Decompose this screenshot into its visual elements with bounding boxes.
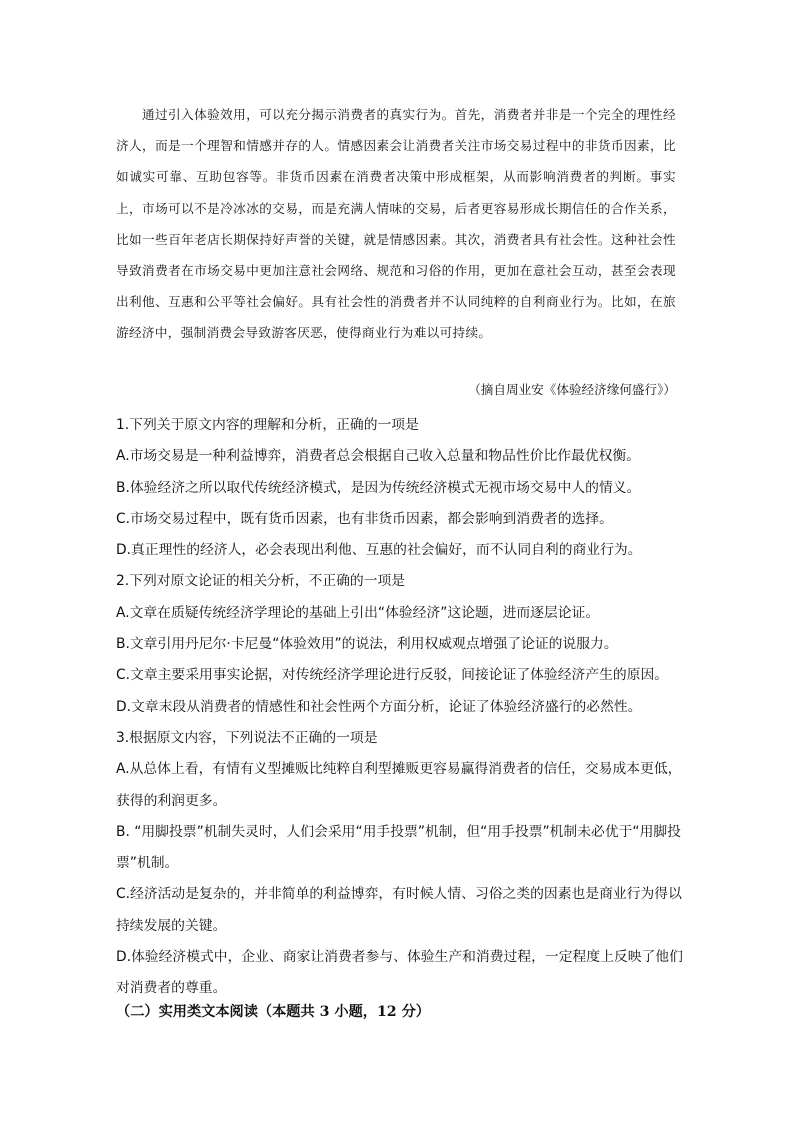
option-d: D.文章末段从消费者的情感性和社会性两个方面分析，论证了体验经济盛行的必然性。 (116, 698, 642, 715)
option-a: A.从总体上看，有情有义型摊贩比纯粹自利型摊贩更容易赢得消费者的信任，交易成本更低，获得的利润更多。 (116, 761, 682, 809)
option-a: A.文章在质疑传统经济学理论的基础上引出“体验经济”这论题，进而逐层论证。 (116, 604, 600, 621)
section-heading: （二）实用类文本阅读（本题共 3 小题，12 分） (116, 1004, 430, 1020)
option-c: C.经济活动是复杂的，并非简单的利益博弈，有时候人情、习俗之类的因素也是商业行为得以持续发展的关键。 (116, 886, 682, 934)
question-stem: 3.根据原文内容，下列说法不正确的一项是 (116, 729, 378, 746)
option-b: B.文章引用丹尼尔·卡尼曼“体验效用”的说法，利用权威观点增强了论证的说服力。 (116, 636, 618, 653)
question-stem: 1.下列关于原文内容的理解和分析，正确的一项是 (116, 417, 419, 433)
option-c: C.文章主要采用事实论据，对传统经济学理论进行反驳，间接论证了体验经济产生的原因。 (116, 667, 669, 684)
reading-passage (116, 99, 676, 349)
option-b: B. “用脚投票”机制失灵时，人们会采用“用手投票”机制，但“用手投票”机制未必优于“用脚投票”机制。 (116, 823, 681, 872)
option-d: D.体验经济模式中，企业、商家让消费者参与、体验生产和消费过程，一定程度上反映了他们对消费者的尊重。 (116, 949, 683, 997)
question-3 (116, 723, 684, 1005)
option-b: B.体验经济之所以取代传统经济模式，是因为传统经济模式无视市场交易中人的情义。 (116, 479, 641, 496)
passage-source: （摘自周业安《体验经济缘何盛行》） (468, 382, 676, 397)
option-c: C.市场交易过程中，既有货币因素，也有非货币因素，都会影响到消费者的选择。 (116, 510, 613, 527)
question-1 (116, 410, 684, 566)
question-2 (116, 566, 684, 722)
passage-paragraph: 通过引入体验效用，可以充分揭示消费者的真实行为。首先，消费者并非是一个完全的理性经济人，而是一个理智和情感并存的人。情感因素会让消费者关注市场交易过程中的非货币因素，比如诚实可靠、互助包容等。非货币因素在消费者决策中形成框架，从而影响消费者的判断。事实上，市场可以不是冷冰冰的交易，而是充满人情味的交易，后者更容易形成长期信任的合作关系，比如一些百年老店长期保持好声誉的关键，就是情感因素。其次，消费者具有社会性。这种社会性导致消费者在市场交易中更加注意社会网络、规范和习俗的作用，更加在意社会互动，甚至会表现出利他、互惠和公平等社会偏好。具有社会性的消费者并不认同纯粹的自利商业行为。比如，在旅游经济中，强制消费会导致游客厌恶，使得商业行为难以可持续。 (116, 107, 676, 341)
option-a: A.市场交易是一种利益博弈，消费者总会根据自己收入总量和物品性价比作最优权衡。 (116, 448, 641, 465)
question-stem: 2.下列对原文论证的相关分析，不正确的一项是 (116, 573, 406, 590)
option-d: D.真正理性的经济人，必会表现出利他、互惠的社会偏好，而不认同自利的商业行为。 (116, 542, 642, 559)
question-list (116, 410, 684, 1005)
